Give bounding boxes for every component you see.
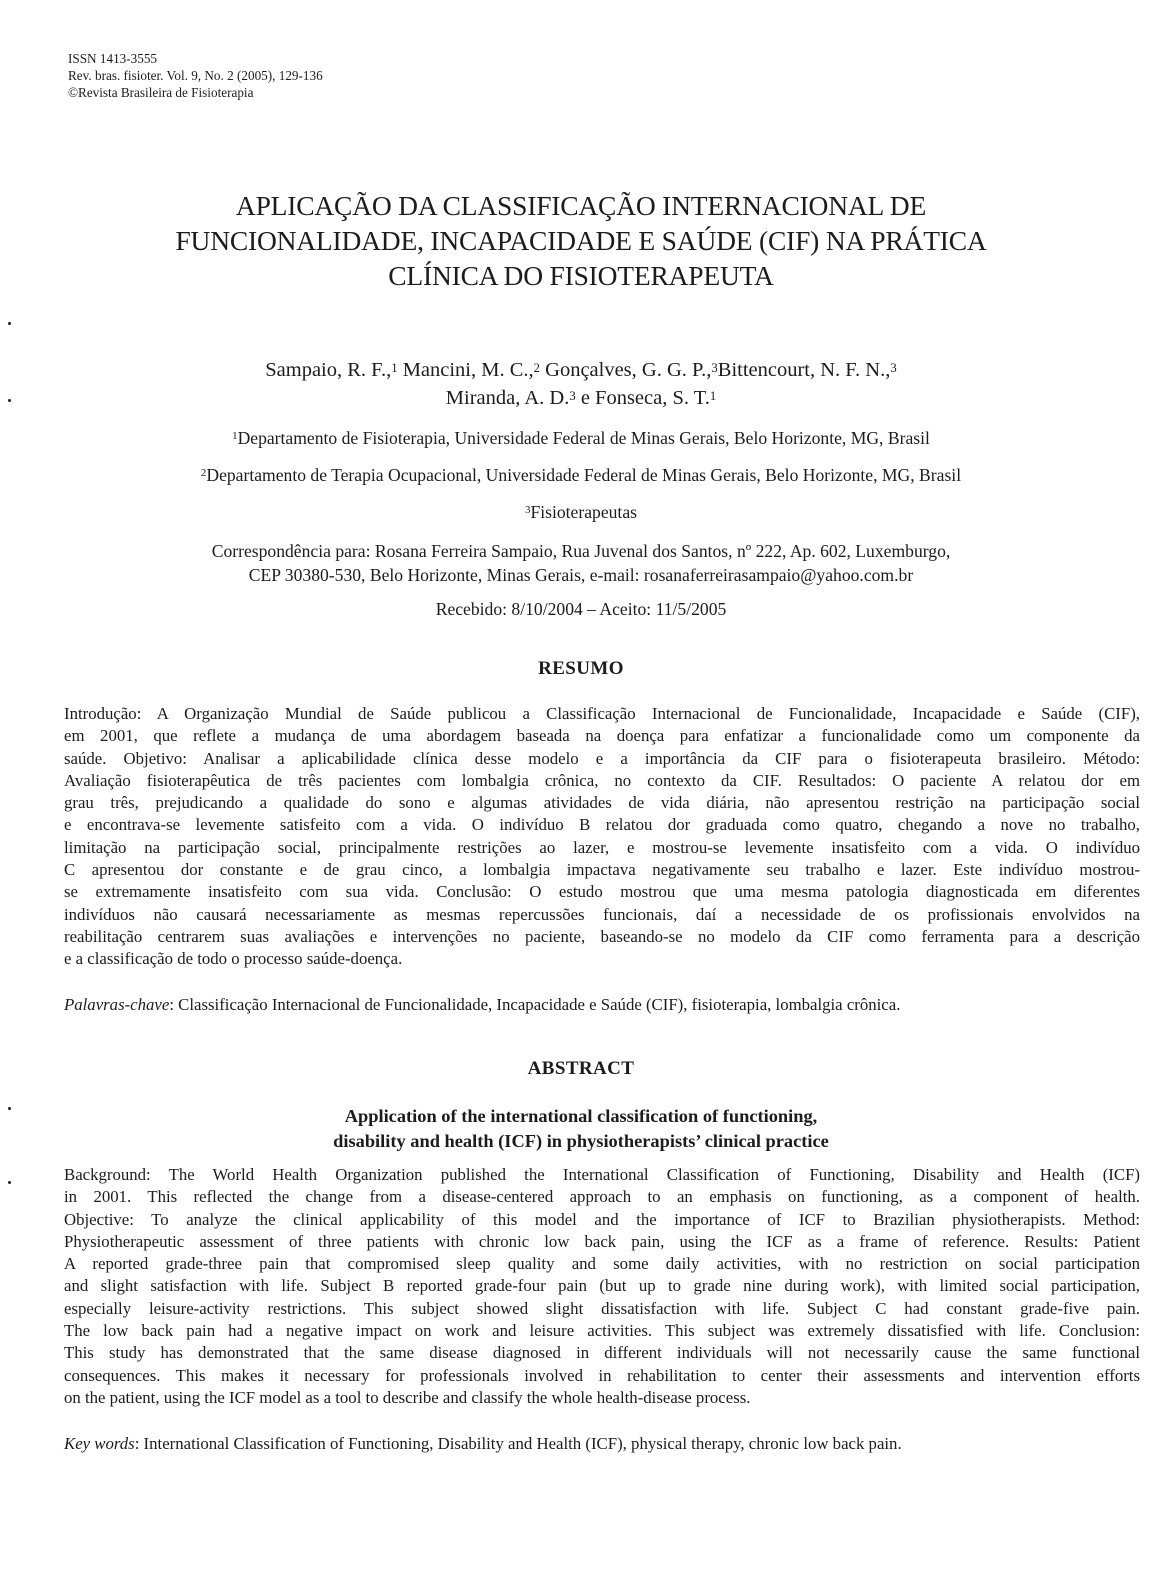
affiliation-mark: 1 bbox=[232, 430, 238, 442]
author-affiliation-mark: 2 bbox=[533, 361, 541, 375]
resumo-line: e a classificação de todo o processo saúde-doença. bbox=[64, 949, 403, 969]
resumo-line: e encontrava-se levemente satisfeito com a vida. O indivíduo B relatou dor graduada como quatro, chegando a nove no trabalho, bbox=[64, 815, 1140, 835]
abstract-title bbox=[0, 1104, 1162, 1154]
author: Mancini, M. C., bbox=[397, 359, 534, 381]
author-affiliation-mark: 1 bbox=[391, 361, 398, 375]
author-affiliation-mark: 1 bbox=[709, 389, 717, 403]
abstract-line: Physiotherapeutic assessment of three patients with chronic low back pain, using the ICF as a frame of reference. Results: Patient bbox=[64, 1231, 1140, 1251]
abstract-line: A reported grade-three pain that compromised sleep quality and some daily activities, with no restriction on social participation bbox=[64, 1254, 1140, 1274]
affiliation-text: Departamento de Fisioterapia, Universidade Federal de Minas Gerais, Belo Horizonte, MG, Brasil bbox=[237, 428, 930, 448]
affiliation-3 bbox=[0, 500, 1162, 524]
title-line: APLICAÇÃO DA CLASSIFICAÇÃO INTERNACIONAL DE bbox=[235, 190, 927, 221]
affiliation-mark: 2 bbox=[200, 467, 207, 479]
affiliation-1 bbox=[0, 426, 1162, 450]
abstract-line: This study has demonstrated that the same disease diagnosed in different individuals will not necessarily cause the same functional bbox=[64, 1343, 1140, 1363]
abstract-line: especially leisure-activity restrictions. This subject showed slight dissatisfaction with life. Subject C had constant grade-five pain. bbox=[64, 1298, 1140, 1318]
abstract-keywords bbox=[64, 1433, 902, 1455]
author: Sampaio, R. F., bbox=[265, 359, 392, 381]
keywords-label: Palavras-chave bbox=[64, 995, 170, 1014]
resumo-line: Introdução: A Organização Mundial de Saúde publicou a Classificação Internacional de Funcionalidade, Incapacidade e Saúde (CIF), bbox=[64, 704, 1140, 723]
abstract-body bbox=[64, 1164, 1140, 1409]
keywords-text: : Classificação Internacional de Funcionalidade, Incapacidade e Saúde (CIF), fisioterapia, lombalgia crônica. bbox=[169, 995, 901, 1014]
issn: ISSN 1413-3555 bbox=[68, 51, 158, 66]
resumo-body bbox=[64, 703, 1140, 971]
correspondence-line: CEP 30380-530, Belo Horizonte, Minas Gerais, e-mail: rosanaferreirasampaio@yahoo.com.br bbox=[248, 565, 914, 585]
affiliation-2 bbox=[0, 463, 1162, 487]
affiliation-text: Fisioterapeutas bbox=[530, 502, 637, 522]
author: e Fonseca, S. T. bbox=[575, 387, 710, 409]
resumo-line: grau três, prejudicando a qualidade do sono e algumas atividades de vida diária, não apresentou restrição na participação social bbox=[64, 793, 1140, 813]
resumo-line: reabilitação centrarem suas avaliações e intervenções no paciente, baseando-se no modelo da CIF como ferramenta para a descrição bbox=[64, 926, 1140, 946]
keywords-label: Key words bbox=[64, 1434, 135, 1453]
abstract-heading: ABSTRACT bbox=[527, 1058, 635, 1079]
paper-title bbox=[0, 188, 1162, 293]
resumo-line: se extremamente insatisfeito com sua vida. Conclusão: O estudo mostrou que uma mesma patologia diagnosticada em diferentes bbox=[64, 882, 1140, 902]
author-line bbox=[0, 384, 1162, 412]
correspondence bbox=[0, 539, 1162, 587]
title-line: CLÍNICA DO FISIOTERAPEUTA bbox=[388, 260, 774, 291]
received-accepted-dates: Recebido: 8/10/2004 – Aceito: 11/5/2005 bbox=[435, 599, 727, 619]
author: Bittencourt, N. F. N., bbox=[717, 359, 891, 381]
title-line: FUNCIONALIDADE, INCAPACIDADE E SAÚDE (CIF) NA PRÁTICA bbox=[175, 225, 987, 256]
resumo-line: limitação na participação social, principalmente restrições ao lazer, e mostrou-se levemente insatisfeito com a vida. O indivíduo bbox=[64, 837, 1140, 857]
abstract-line: and slight satisfaction with life. Subject B reported grade-four pain (but up to grade nine during work), with limited social participation, bbox=[64, 1276, 1140, 1296]
author-list bbox=[0, 356, 1162, 412]
author-affiliation-mark: 3 bbox=[711, 361, 718, 375]
author-affiliation-mark: 3 bbox=[569, 389, 576, 403]
journal-header bbox=[68, 50, 323, 101]
abstract-line: Objective: To analyze the clinical applicability of this model and the importance of ICF to Brazilian physiotherapists. Method: bbox=[64, 1209, 1140, 1229]
abstract-title-line: disability and health (ICF) in physiotherapists’ clinical practice bbox=[333, 1131, 829, 1151]
resumo-line: indivíduos não causará necessariamente as mesmas repercussões funcionais, daí a necessidade de os profissionais envolvidos na bbox=[64, 904, 1140, 924]
copyright: ©Revista Brasileira de Fisioterapia bbox=[68, 85, 254, 100]
resumo-line: em 2001, que reflete a mudança de uma abordagem baseada na doença para enfatizar a funcionalidade como um componente da bbox=[64, 726, 1140, 746]
abstract-line: on the patient, using the ICF model as a tool to describe and classify the whole health-disease process. bbox=[64, 1387, 751, 1407]
author: Miranda, A. D. bbox=[445, 387, 570, 409]
resumo-heading: RESUMO bbox=[538, 658, 624, 679]
author-affiliation-mark: 3 bbox=[890, 361, 897, 375]
author: Gonçalves, G. G. P., bbox=[540, 359, 712, 381]
affiliation-mark: 3 bbox=[525, 504, 531, 516]
correspondence-line: Correspondência para: Rosana Ferreira Sampaio, Rua Juvenal dos Santos, nº 222, Ap. 602, Luxemburgo, bbox=[211, 541, 951, 561]
abstract-line: The low back pain had a negative impact on work and leisure activities. This subject was extremely dissatisfied with life. Conclusion: bbox=[64, 1321, 1140, 1341]
abstract-line: in 2001. This reflected the change from a disease-centered approach to an emphasis on functioning, as a component of health. bbox=[64, 1187, 1140, 1207]
affiliation-text: Departamento de Terapia Ocupacional, Universidade Federal de Minas Gerais, Belo Horizonte, MG, Brasil bbox=[206, 465, 962, 485]
abstract-title-line: Application of the international classification of functioning, bbox=[344, 1106, 818, 1126]
abstract-line: Background: The World Health Organization published the International Classification of Functioning, Disability and Health (ICF) bbox=[64, 1165, 1140, 1184]
resumo-keywords bbox=[64, 994, 900, 1016]
author-line bbox=[0, 356, 1162, 384]
citation: Rev. bras. fisioter. Vol. 9, No. 2 (2005), 129-136 bbox=[68, 68, 323, 83]
resumo-line: saúde. Objetivo: Analisar a aplicabilidade clínica desse modelo e a importância da CIF para o fisioterapeuta brasileiro. Método: bbox=[64, 748, 1140, 768]
abstract-line: consequences. This makes it necessary for professionals involved in rehabilitation to center their assessments and intervention efforts bbox=[64, 1365, 1140, 1385]
keywords-text: : International Classification of Functioning, Disability and Health (ICF), physical therapy, chronic low back pain. bbox=[134, 1434, 902, 1453]
resumo-line: Avaliação fisioterapêutica de três pacientes com lombalgia crônica, no contexto da CIF. Resultados: O paciente A relatou dor em bbox=[64, 770, 1140, 790]
scan-mark bbox=[8, 1181, 11, 1184]
resumo-line: C apresentou dor constante e de grau cinco, a lombalgia impactava negativamente seu trabalho e lazer. Este indivíduo mostrou- bbox=[64, 860, 1140, 880]
scan-mark bbox=[8, 322, 11, 325]
